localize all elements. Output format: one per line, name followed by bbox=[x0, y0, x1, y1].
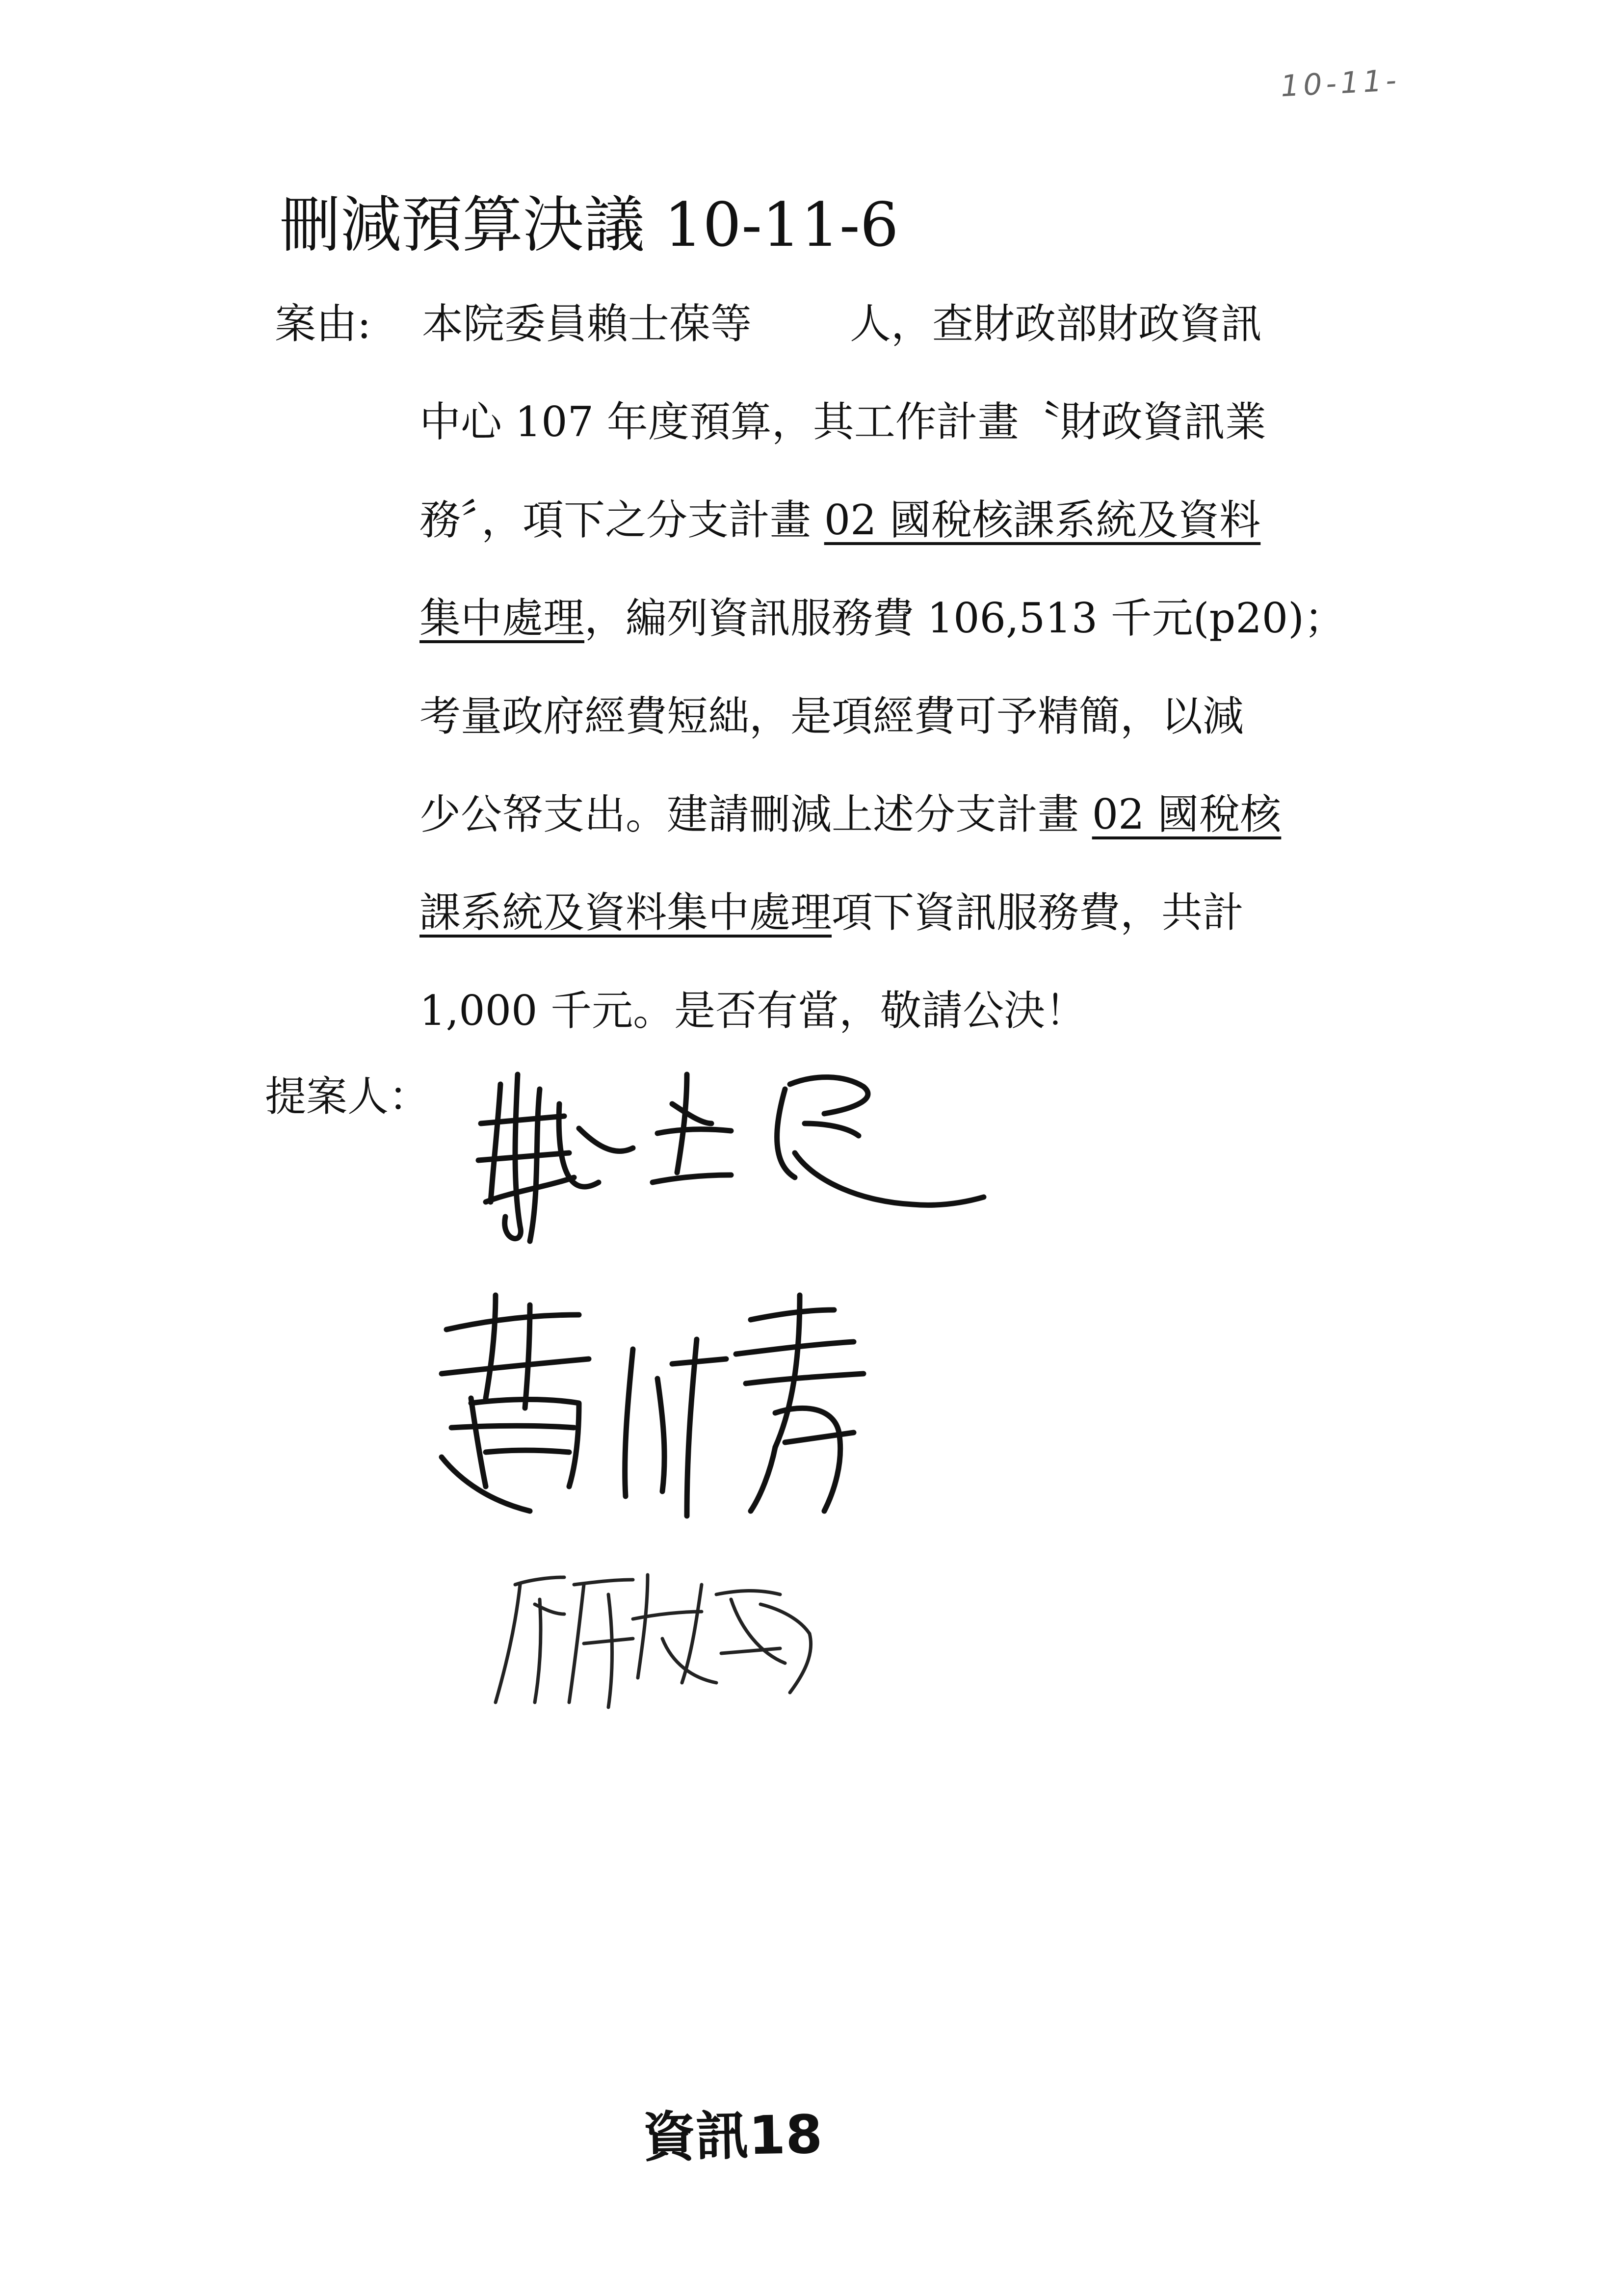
handwritten-corner-note: 10-11- bbox=[1280, 63, 1401, 104]
case-line-2 bbox=[419, 397, 1266, 447]
footer-page-mark: 資訊18 bbox=[642, 2104, 823, 2169]
case-line-4 bbox=[419, 594, 1345, 643]
case-line-3 bbox=[419, 496, 1260, 545]
page-title: 刪減預算決議 10-11-6 bbox=[280, 190, 899, 261]
case-line-8 bbox=[419, 986, 1086, 1036]
proposer-label: 提案人： bbox=[265, 1072, 430, 1121]
case-line-5 bbox=[419, 692, 1244, 741]
case-text: 人，查財政部財政資訊 bbox=[850, 300, 1262, 348]
signature-2 bbox=[432, 1285, 903, 1540]
case-text: 務〞，項下之分支計畫 bbox=[419, 496, 824, 544]
case-line-7 bbox=[419, 888, 1244, 938]
case-text: ，編列資訊服務費 106,513 千元(p20)； bbox=[584, 594, 1345, 642]
case-text: 少公帑支出。建請刪減上述分支計畫 bbox=[419, 790, 1092, 838]
case-text: 考量政府經費短絀，是項經費可予精簡，以減 bbox=[419, 692, 1244, 740]
case-line-6 bbox=[419, 790, 1281, 839]
case-text: 中心 107 年度預算，其工作計畫〝財政資訊業 bbox=[419, 398, 1266, 446]
underlined-text: 集中處理 bbox=[419, 594, 585, 642]
underlined-text: 課系統及資料集中處理 bbox=[419, 888, 832, 937]
signature-3 bbox=[486, 1555, 839, 1722]
underlined-text: 02 國稅核 bbox=[1092, 790, 1282, 838]
case-text: 本院委員賴士葆等 bbox=[422, 300, 752, 348]
case-label: 案由: bbox=[275, 300, 371, 348]
case-text: 1,000 千元。是否有當，敬請公決！ bbox=[419, 987, 1087, 1035]
underlined-text: 02 國稅核課系統及資料 bbox=[824, 496, 1261, 544]
case-line-1 bbox=[422, 299, 1262, 349]
case-text: 項下資訊服務費，共計 bbox=[832, 888, 1244, 937]
signature-1 bbox=[471, 1055, 1011, 1266]
